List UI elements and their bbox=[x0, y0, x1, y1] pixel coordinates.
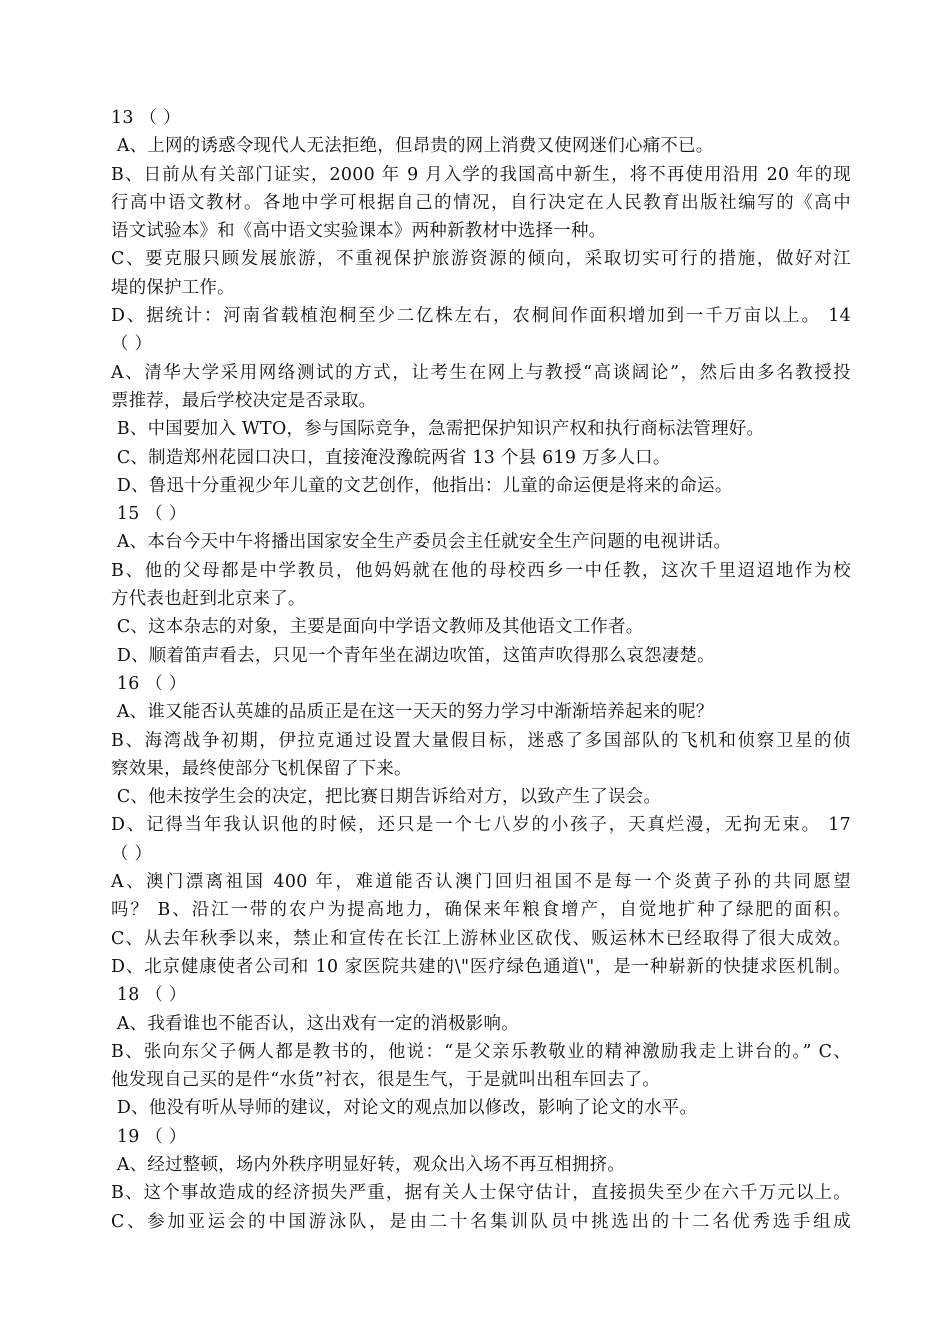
text-line: B、他的父母都是中学教员，他妈妈就在他的母校西乡一中任教，这次千里迢迢地作为校 bbox=[111, 560, 851, 581]
text-line: 方代表也赶到北京来了。 bbox=[111, 589, 306, 610]
text-line: C、要克服只顾发展旅游，不重视保护旅游资源的倾向，采取切实可行的措施，做好对江 bbox=[111, 249, 851, 270]
text-line: B、日前从有关部门证实，2000 年 9 月入学的我国高中新生，将不再使用沿用 20 年的现 bbox=[111, 164, 851, 185]
text-line: A、经过整顿，场内外秩序明显好转，观众出入场不再互相拥挤。 bbox=[111, 1154, 626, 1175]
text-line: A、上网的诱惑令现代人无法拒绝，但昂贵的网上消费又使网迷们心痛不已。 bbox=[111, 136, 714, 157]
text-line: B、张向东父子俩人都是教书的，他说：“是父亲乐教敬业的精神激励我走上讲台的。” C、 bbox=[111, 1041, 851, 1062]
text-line: B、中国要加入 WTO，参与国际竞争，急需把保护知识产权和执行商标法管理好。 bbox=[111, 419, 765, 440]
text-line: A、谁又能否认英雄的品质正是在这一天天的努力学习中渐渐培养起来的呢？ bbox=[111, 702, 714, 723]
text-line: 他发现自己买的是件“水货”衬衣，很是生气，于是就叫出租车回去了。 bbox=[111, 1070, 661, 1091]
text-line: 行高中语文教材。各地中学可根据自己的情况，自行决定在人民教育出版社编写的《高中 bbox=[111, 192, 851, 213]
text-line: 票推荐，最后学校决定是否录取。 bbox=[111, 390, 377, 411]
text-line: C、制造郑州花园口决口，直接淹没豫皖两省 13 个县 619 万多人口。 bbox=[111, 447, 671, 468]
text-line: 16 （ ） bbox=[111, 673, 187, 694]
text-line: 13 （ ） bbox=[111, 108, 181, 128]
text-line: 堤的保护工作。 bbox=[111, 277, 235, 298]
text-line: （ ） bbox=[111, 334, 153, 355]
text-line: A、我看谁也不能否认，这出戏有一定的消极影响。 bbox=[111, 1013, 519, 1034]
text-line: 吗？ B、沿江一带的农户为提高地力，确保来年粮食增产，自觉地扩种了绿肥的面积。 bbox=[111, 900, 851, 921]
text-line: A、澳门漂离祖国 400 年，难道能否认澳门回归祖国不是每一个炎黄子孙的共同愿望 bbox=[111, 872, 851, 893]
text-line: C、参加亚运会的中国游泳队，是由二十名集训队员中挑选出的十二名优秀选手组成 bbox=[111, 1211, 851, 1232]
text-line: D、鲁迅十分重视少年儿童的文艺创作，他指出：儿童的命运便是将来的命运。 bbox=[111, 475, 733, 496]
text-line: C、这本杂志的对象，主要是面向中学语文教师及其他语文工作者。 bbox=[111, 617, 644, 638]
text-line: A、本台今天中午将播出国家安全生产委员会主任就安全生产问题的电视讲话。 bbox=[111, 532, 732, 553]
text-line: C、从去年秋季以来，禁止和宣传在长江上游林业区砍伐、贩运林木已经取得了很大成效。 bbox=[111, 928, 851, 949]
text-line: D、据统计：河南省载植泡桐至少二亿株左右，农桐间作面积增加到一千万亩以上。 14 bbox=[111, 306, 851, 327]
text-line: 察效果，最终使部分飞机保留了下来。 bbox=[111, 758, 412, 779]
text-line: C、他未按学生会的决定，把比赛日期告诉给对方，以致产生了误会。 bbox=[111, 787, 662, 808]
text-line: D、记得当年我认识他的时候，还只是一个七八岁的小孩子，天真烂漫，无拘无束。 17 bbox=[111, 815, 851, 836]
text-line: 19 （ ） bbox=[111, 1126, 187, 1147]
text-line: 15 （ ） bbox=[111, 504, 187, 525]
text-line: （ ） bbox=[111, 843, 153, 864]
text-line: B、这个事故造成的经济损失严重，据有关人士保守估计，直接损失至少在六千万元以上。 bbox=[111, 1183, 851, 1204]
question-text-block bbox=[111, 104, 851, 1236]
text-line: 18 （ ） bbox=[111, 985, 187, 1006]
text-line: A、清华大学采用网络测试的方式，让考生在网上与教授“高谈阔论”，然后由多名教授投 bbox=[111, 362, 851, 383]
text-line: D、顺着笛声看去，只见一个青年坐在湖边吹笛，这笛声吹得那么哀怨凄楚。 bbox=[111, 645, 715, 666]
text-line: B、海湾战争初期，伊拉克通过设置大量假目标，迷惑了多国部队的飞机和侦察卫星的侦 bbox=[111, 730, 851, 751]
text-line: D、北京健康使者公司和 10 家医院共建的\"医疗绿色通道\"，是一种崭新的快捷求医机制。 bbox=[111, 956, 851, 977]
text-line: 语文试验本》和《高中语文实验课本》两种新教材中选择一种。 bbox=[111, 221, 607, 242]
text-line: D、他没有听从导师的建议，对论文的观点加以修改，影响了论文的水平。 bbox=[111, 1098, 698, 1119]
